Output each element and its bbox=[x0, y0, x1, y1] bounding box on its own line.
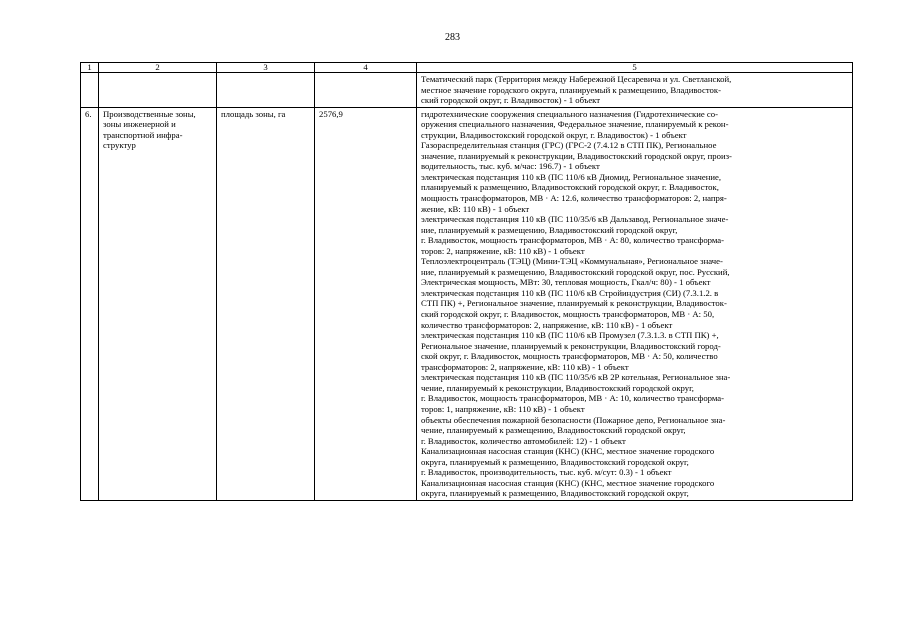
text-line: чение, планируемый к реконструкции, Владивостокский городской округ, bbox=[421, 382, 694, 393]
cell-num bbox=[81, 73, 99, 108]
header-col-1: 1 bbox=[81, 63, 99, 73]
text-line: г. Владивосток, производительность, тыс. куб. м/сут: 0.3) - 1 объект bbox=[421, 467, 672, 478]
text-line: ние, планируемый к размещению, Владивостокский городской округ, bbox=[421, 224, 678, 235]
text-line: электрическая подстанция 110 кВ (ПС 110/6 кВ Промузел (7.3.1.3. в СТП ПК) +, bbox=[421, 330, 719, 341]
table-row-6 bbox=[81, 107, 853, 500]
text-line: мощность трансформаторов, МВ · А: 12.6, количество трансформаторов: 2, напря- bbox=[421, 193, 727, 204]
text-line: Тематический парк (Территория между Набережной Цесаревича и ул. Светланской, bbox=[421, 74, 732, 84]
text-line: жение, кВ: 110 кВ) - 1 объект bbox=[421, 203, 530, 214]
header-col-2: 2 bbox=[99, 63, 217, 73]
zone-name-line: Производственные зоны, bbox=[103, 108, 196, 119]
table-row-continuation bbox=[81, 73, 853, 108]
text-line: ской округ, г. Владивосток, мощность трансформаторов, МВ · А: 50, количество bbox=[421, 351, 718, 362]
zone-name-line: транспортной инфра- bbox=[103, 129, 183, 140]
cell-indicator bbox=[217, 73, 315, 108]
text-line: значение, планируемый к реконструкции, Владивостокский городской округ, произ- bbox=[421, 150, 732, 161]
text-line: округа, планируемый к размещению, Владивостокский городской округ, bbox=[421, 456, 689, 467]
text-line: количество трансформаторов: 2, напряжение, кВ: 110 кВ) - 1 объект bbox=[421, 319, 673, 330]
zones-table bbox=[80, 62, 853, 501]
row-number: 6. bbox=[81, 107, 99, 500]
header-col-5: 5 bbox=[417, 63, 853, 73]
text-line: г. Владивосток, количество автомобилей: 12) - 1 объект bbox=[421, 435, 626, 446]
cell-value bbox=[315, 73, 417, 108]
text-line: местное значение городского округа, планируемый к размещению, Владивосток- bbox=[421, 84, 721, 95]
page-number: 283 bbox=[445, 32, 460, 43]
text-line: электрическая подстанция 110 кВ (ПС 110/6 кВ Стройиндустрия (СИ) (7.3.1.2. в bbox=[421, 287, 719, 298]
zone-name bbox=[99, 107, 217, 500]
text-line: округа, планируемый к размещению, Владивостокский городской округ, bbox=[421, 488, 689, 499]
text-line: гидротехнические сооружения специального назначения (Гидротехнические со- bbox=[421, 108, 719, 119]
zone-name-line: структур bbox=[103, 140, 136, 151]
text-line: Канализационная насосная станция (КНС) (КНС, местное значение городского bbox=[421, 477, 715, 488]
text-line: г. Владивосток, мощность трансформаторов, МВ · А: 80, количество трансформа- bbox=[421, 235, 725, 246]
cell-zone bbox=[99, 73, 217, 108]
text-line: планируемый к размещению, Владивостокский городской округ, г. Владивосток, bbox=[421, 182, 719, 193]
text-line: водительность, тыс. куб. м/час: 196.7) - 1 объект bbox=[421, 161, 600, 172]
table-header-row bbox=[81, 63, 853, 73]
text-line: Канализационная насосная станция (КНС) (КНС, местное значение городского bbox=[421, 446, 715, 457]
text-line: ский городской округ, г. Владивосток) - 1 объект bbox=[421, 95, 601, 106]
text-line: оружения специального назначения, Федеральное значение, планируемый к рекон- bbox=[421, 119, 729, 130]
text-line: торов: 2, напряжение, кВ: 110 кВ) - 1 объект bbox=[421, 245, 585, 256]
text-line: Газораспределительная станция (ГРС) (ГРС-2 (7.4.12 в СТП ПК), Региональное bbox=[421, 140, 717, 151]
zone-area-value: 2576,9 bbox=[315, 107, 417, 500]
text-line: электрическая подстанция 110 кВ (ПС 110/35/6 кВ Дальзавод, Региональное значе- bbox=[421, 214, 729, 225]
zone-name-line: зоны инженерной и bbox=[103, 119, 176, 130]
objects-list bbox=[417, 107, 853, 500]
text-line: Теплоэлектроцентраль (ТЭЦ) (Мини-ТЭЦ «Коммунальная», Региональное значе- bbox=[421, 256, 723, 267]
indicator: площадь зоны, га bbox=[217, 107, 315, 500]
text-line: струкции, Владивостокский городской округ, г. Владивосток) - 1 объект bbox=[421, 129, 687, 140]
text-line: трансформаторов: 2, напряжение, кВ: 110 кВ) - 1 объект bbox=[421, 361, 629, 372]
text-line: объекты обеспечения пожарной безопасности (Пожарное депо, Региональное зна- bbox=[421, 414, 726, 425]
text-line: СТП ПК) +, Региональное значение, планируемый к реконструкции, Владивосток- bbox=[421, 298, 727, 309]
text-line: чение, планируемый к размещению, Владивостокский городской округ, bbox=[421, 425, 686, 436]
text-line: ский городской округ, г. Владивосток, мощность трансформаторов, МВ · А: 50, bbox=[421, 309, 715, 320]
header-col-4: 4 bbox=[315, 63, 417, 73]
text-line: электрическая подстанция 110 кВ (ПС 110/35/6 кВ 2Р котельная, Региональное зна- bbox=[421, 372, 731, 383]
cell-objects bbox=[417, 73, 853, 108]
text-line: ние, планируемый к размещению, Владивостокский городской округ, пос. Русский, bbox=[421, 266, 730, 277]
header-col-3: 3 bbox=[217, 63, 315, 73]
text-line: Электрическая мощность, МВт: 30, тепловая мощность, Гкал/ч: 80) - 1 объект bbox=[421, 277, 711, 288]
text-line: электрическая подстанция 110 кВ (ПС 110/6 кВ Диомид, Региональное значение, bbox=[421, 171, 722, 182]
text-line: г. Владивосток, мощность трансформаторов, МВ · А: 10, количество трансформа- bbox=[421, 393, 725, 404]
text-line: торов: 1, напряжение, кВ: 110 кВ) - 1 объект bbox=[421, 403, 585, 414]
text-line: Региональное значение, планируемый к реконструкции, Владивостокский город- bbox=[421, 340, 721, 351]
